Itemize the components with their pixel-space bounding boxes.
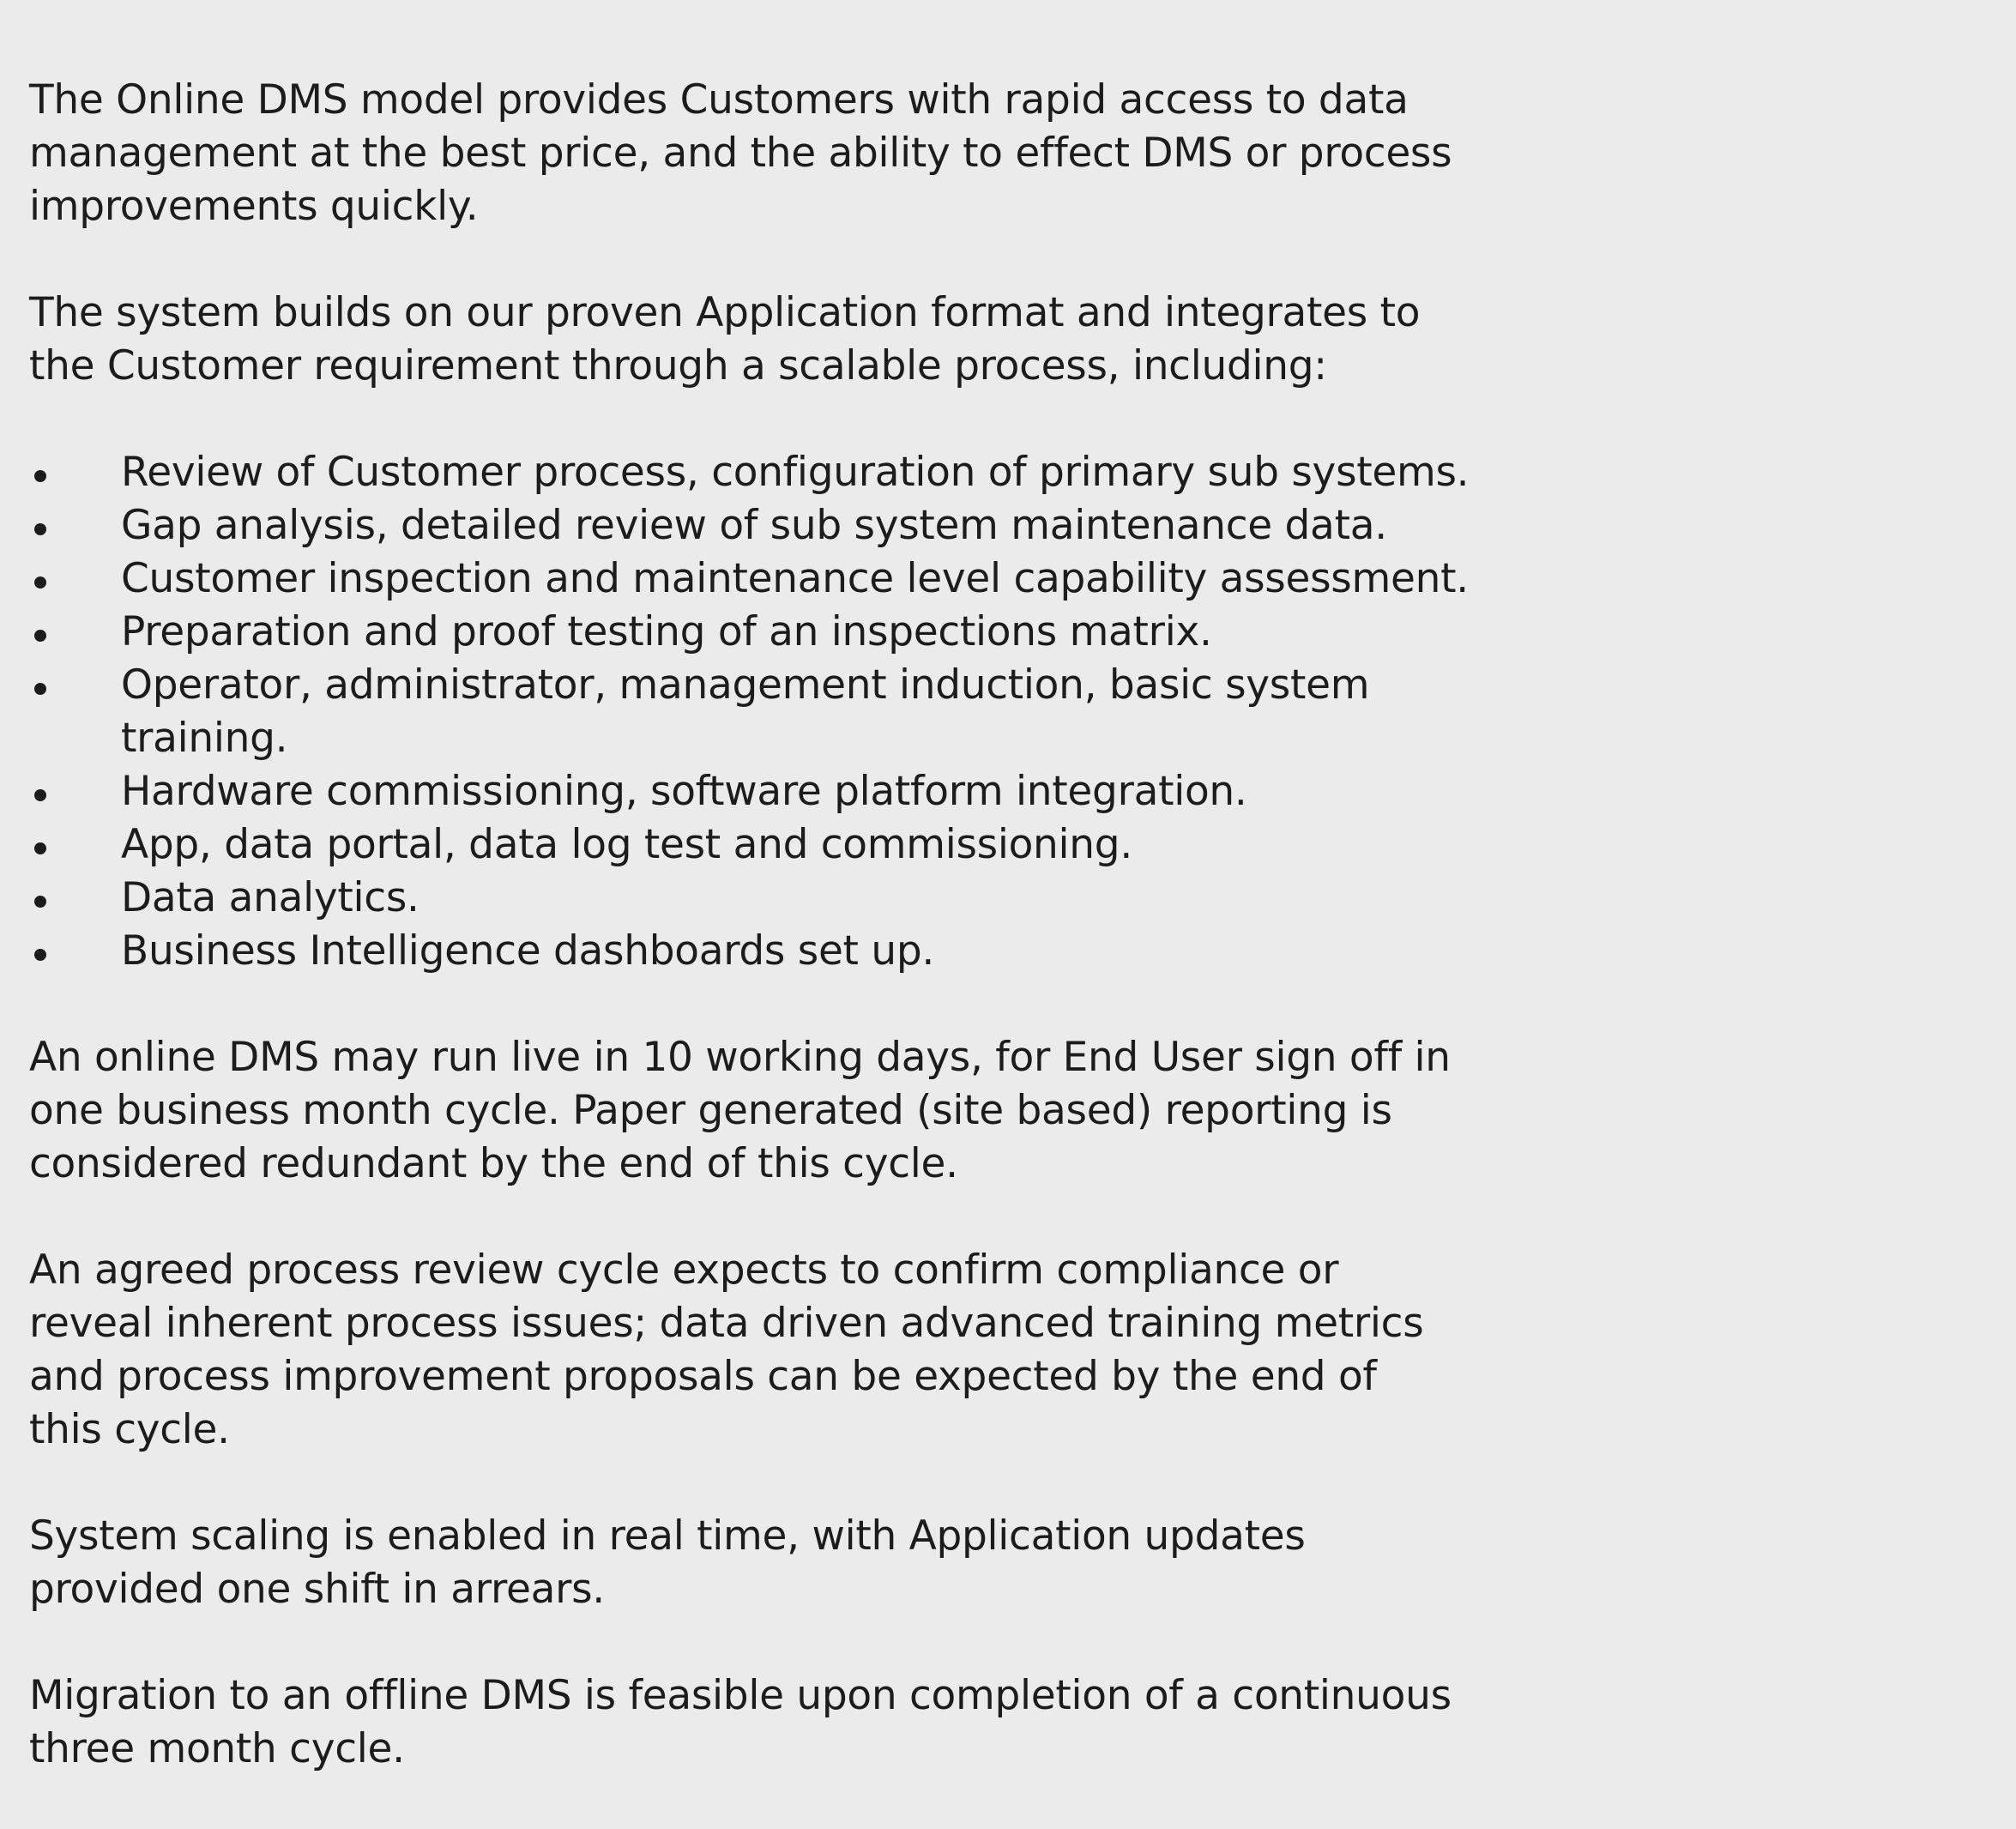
list-item-text: Customer inspection and maintenance level capability assessment. xyxy=(121,555,1469,602)
list-item xyxy=(29,659,1590,765)
list-item-text: Hardware commissioning, software platform integration. xyxy=(121,768,1247,815)
list-item xyxy=(29,765,1590,818)
bullet-icon xyxy=(29,925,121,978)
list-item xyxy=(29,499,1590,552)
bullet-icon xyxy=(29,659,121,712)
list-item-text: Gap analysis, detailed review of sub system maintenance data. xyxy=(121,502,1387,549)
list-item xyxy=(29,872,1590,925)
bullet-icon xyxy=(29,606,121,659)
bullet-icon xyxy=(29,818,121,872)
list-item xyxy=(29,446,1590,499)
list-item xyxy=(29,606,1590,659)
bullet-icon xyxy=(29,552,121,606)
bullet-icon xyxy=(29,499,121,552)
bullet-icon xyxy=(29,765,121,818)
list-item xyxy=(29,818,1590,872)
process-intro-paragraph: The system builds on our proven Application format and integrates to the Customer requirement through a scalable process, including: xyxy=(29,289,1421,389)
process-bullet-list xyxy=(29,446,1590,978)
list-item xyxy=(29,925,1590,978)
bullet-icon xyxy=(29,446,121,499)
document-body xyxy=(29,74,1590,1829)
list-item-text: Operator, administrator, management induction, basic system training. xyxy=(121,661,1370,762)
list-item xyxy=(29,552,1590,606)
bullet-icon xyxy=(29,872,121,925)
list-item-text: App, data portal, data log test and commissioning. xyxy=(121,821,1132,868)
list-item-text: Preparation and proof testing of an inspections matrix. xyxy=(121,608,1212,655)
intro-paragraph: The Online DMS model provides Customers with rapid access to data management at the best price, and the ability to effect DMS or process improvements quickly. xyxy=(29,76,1452,230)
list-item-text: Review of Customer process, configuration of primary sub systems. xyxy=(121,449,1470,496)
list-item-text: Data analytics. xyxy=(121,874,419,921)
system-scaling-paragraph: System scaling is enabled in real time, with Application updates provided one shift in arrears. xyxy=(29,1512,1306,1613)
migration-paragraph: Migration to an offline DMS is feasible upon completion of a continuous three month cycle. xyxy=(29,1672,1452,1772)
review-cycle-paragraph: An agreed process review cycle expects to confirm compliance or reveal inherent process issues; data driven advanced training metrics and process improvement proposals can be expected by the end of this cycle. xyxy=(29,1246,1424,1453)
go-live-paragraph: An online DMS may run live in 10 working days, for End User sign off in one business month cycle. Paper generated (site based) reporting is considered redundant by the end of this cycle. xyxy=(29,1034,1451,1187)
list-item-text: Business Intelligence dashboards set up. xyxy=(121,927,934,975)
